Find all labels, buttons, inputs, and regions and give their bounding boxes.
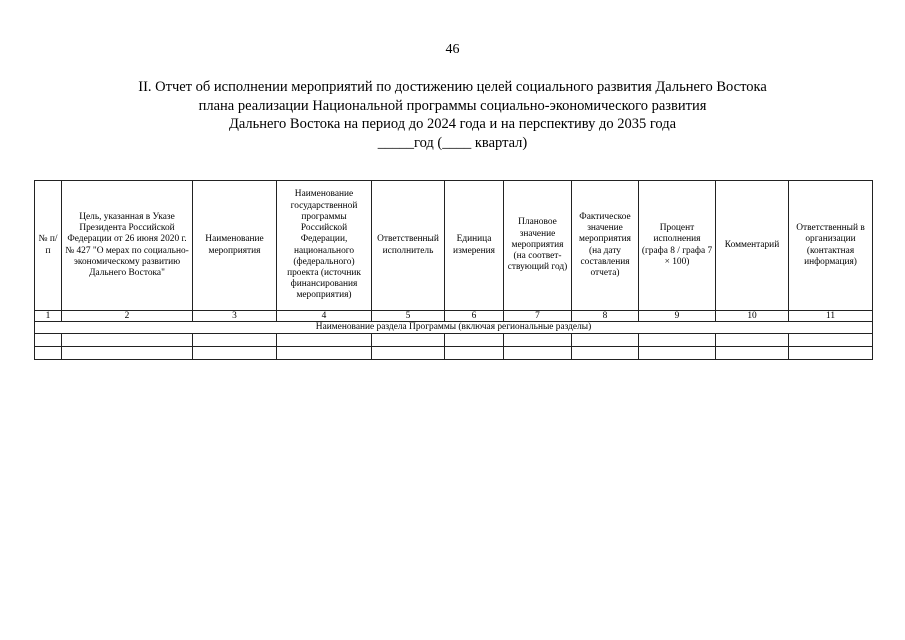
header-cell-unit: Единица измерения [445,181,504,311]
report-title [60,78,845,152]
empty-cell [277,347,372,360]
header-cell-goal: Цель, указанная в Указе Президента Российской Федерации от 26 июня 2020 г. № 427 "О мерах по социально-экономическому развитию Дальнего Востока" [62,181,193,311]
title-line-4: _____год (____ квартал) [377,134,528,151]
section-row [35,322,873,334]
empty-cell [62,347,193,360]
column-number-cell: 7 [504,311,572,322]
empty-cell [193,347,277,360]
header-cell-number: № п/п [35,181,62,311]
header-cell-contact: Ответственный в организации (контактная информация) [789,181,873,311]
page-number: 46 [445,42,460,57]
title-line-1: II. Отчет об исполнении мероприятий по достижению целей социального развития Дальнего Востока [138,79,767,95]
header-cell-responsible-executor: Ответственный исполнитель [372,181,445,311]
section-name-cell: Наименование раздела Программы (включая региональные разделы) [35,322,873,334]
empty-cell [504,334,572,347]
empty-cell [372,347,445,360]
header-cell-comment: Комментарий [716,181,789,311]
column-number-cell: 9 [639,311,716,322]
empty-cell [789,334,873,347]
empty-cell [639,334,716,347]
empty-cell [789,347,873,360]
title-line-3: Дальнего Востока на период до 2024 года и на перспективу до 2035 года [228,116,677,132]
column-number-cell: 3 [193,311,277,322]
column-number-cell: 2 [62,311,193,322]
empty-cell [572,347,639,360]
header-cell-program-name: Наименование государственной программы Российской Федерации, национального (федерального) проекта (источник финансирования мероприятия) [277,181,372,311]
column-number-cell: 5 [372,311,445,322]
empty-cell [62,334,193,347]
empty-cell [35,347,62,360]
table-header-row [35,181,873,311]
column-number-cell: 10 [716,311,789,322]
header-cell-planned-value: Плановое значение мероприятия (на соответ-ствующий год) [504,181,572,311]
empty-cell [572,334,639,347]
header-cell-actual-value: Фактическое значение мероприятия (на дату составления отчета) [572,181,639,311]
empty-cell [277,334,372,347]
report-table [34,180,873,360]
empty-cell [445,334,504,347]
empty-cell [716,347,789,360]
column-number-cell: 8 [572,311,639,322]
column-number-cell: 6 [445,311,504,322]
header-cell-event-name: Наименование мероприятия [193,181,277,311]
column-number-row [35,311,873,322]
empty-cell [445,347,504,360]
empty-cell [372,334,445,347]
table-row [35,334,873,347]
empty-cell [193,334,277,347]
header-cell-percent: Процент исполнения (графа 8 / графа 7 × 100) [639,181,716,311]
column-number-cell: 1 [35,311,62,322]
column-number-cell: 4 [277,311,372,322]
empty-cell [716,334,789,347]
empty-cell [504,347,572,360]
table-row [35,347,873,360]
empty-cell [639,347,716,360]
title-line-2: плана реализации Национальной программы социально-экономического развития [198,97,707,114]
empty-cell [35,334,62,347]
column-number-cell: 11 [789,311,873,322]
